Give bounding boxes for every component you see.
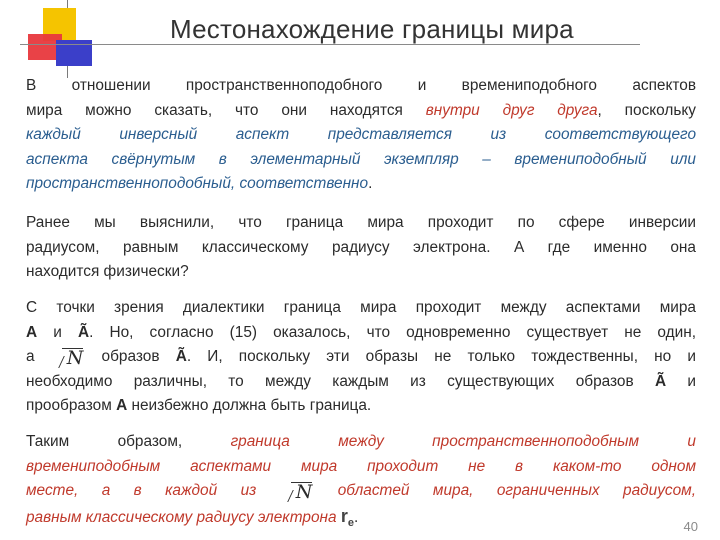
p1-line-2: мира можно сказать, что они находятся внутри друг друга, поскольку	[26, 101, 696, 119]
p3-line-1: С точки зрения диалектики граница мира проходит между аспектами мира	[26, 299, 696, 316]
p4-line-1: Таким образом, граница между пространственноподобным и	[26, 433, 696, 450]
p1-highlight: внутри друг друга	[425, 101, 598, 119]
p3-line-2: A и Ã. Но, согласно (15) оказалось, что одновременно существует не один,	[26, 323, 696, 341]
p1-line-5: пространственноподобный, соответственно.	[26, 175, 373, 192]
p2-line-1: Ранее мы выяснили, что граница мира проходит по сфере инверсии	[26, 214, 696, 231]
p4-line-2: времениподобным аспектами мира проходит не в каком-то одном	[26, 457, 696, 475]
paragraph-1	[26, 74, 696, 197]
paragraph-2	[26, 211, 696, 285]
p1-line-3: каждый инверсный аспект представляется из соответствующего	[26, 126, 696, 143]
p2-line-2: радиусом, равным классическому радиусу электрона. А где именно она	[26, 238, 696, 256]
p1-line-4: аспекта свёрнутым в элементарный экземпляр – времениподобный или	[26, 150, 696, 168]
sqrt-n-formula-2: N	[282, 482, 313, 502]
page-number: 40	[683, 519, 698, 534]
p3-line-4: необходимо различны, то между каждым из существующих образов Ã и	[26, 372, 696, 390]
sqrt-n-formula: N	[53, 348, 84, 368]
p1-line-1: В отношении пространственноподобного и времениподобного аспектов	[26, 77, 696, 94]
p4-line-3: месте, а в каждой из N областей мира, ограниченных радиусом,	[26, 481, 696, 503]
p3-line-3: а N образов Ã. И, поскольку эти образы не только тождественны, но и	[26, 347, 696, 369]
p3-line-5: прообразом A неизбежно должна быть граница.	[26, 397, 372, 414]
p4-line-4: равным классическому радиусу электрона $r_e$.	[26, 505, 359, 529]
paragraph-3	[26, 296, 696, 419]
p2-line-3: находится физически?	[26, 263, 189, 280]
paragraph-4	[26, 430, 696, 535]
slide-title: Местонахождение границы мира	[170, 14, 574, 44]
